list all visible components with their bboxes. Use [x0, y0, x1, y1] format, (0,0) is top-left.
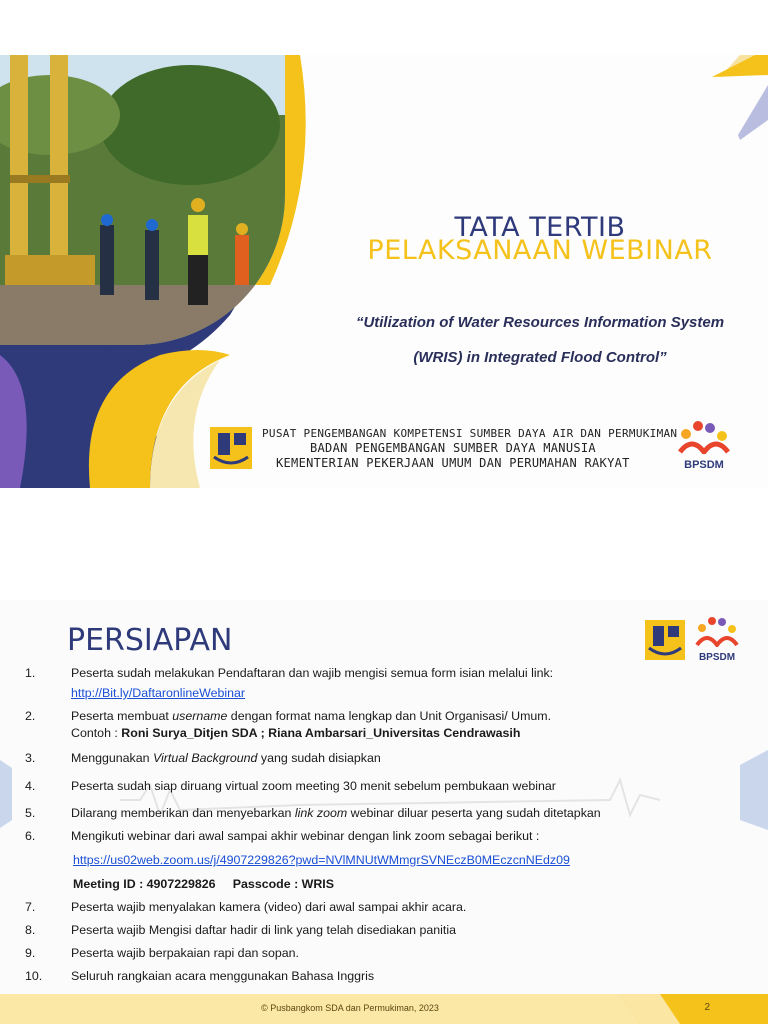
page-title: PERSIAPAN [67, 623, 233, 658]
pu-logo-icon [210, 427, 252, 469]
item-number: 7. [25, 900, 36, 914]
pu-logo-icon [645, 620, 685, 660]
item-number: 1. [25, 666, 36, 680]
item-number: 6. [25, 829, 36, 843]
footer-bar [0, 994, 768, 1024]
item-number: 9. [25, 946, 36, 960]
username-example: Contoh : Roni Surya_Ditjen SDA ; Riana Ambarsari_Universitas Cendrawasih [71, 726, 521, 740]
item-text: Peserta sudah siap diruang virtual zoom meeting 30 menit sebelum pembukaan webinar [71, 779, 556, 793]
item-text: Peserta sudah melakukan Pendaftaran dan wajib mengisi semua form isian melalui link: [71, 666, 554, 680]
item-number: 8. [25, 923, 36, 937]
rules-slide [0, 600, 768, 1024]
item-text: Peserta wajib menyalakan kamera (video) dari awal sampai akhir acara. [71, 900, 467, 914]
copyright-text: © Pusbangkom SDA dan Permukiman, 2023 [261, 1003, 439, 1013]
meeting-info: Meeting ID : 4907229826 Passcode : WRIS [73, 877, 334, 891]
subtitle-line1: “Utilization of Water Resources Information System [355, 314, 725, 331]
item-text: Menggunakan Virtual Background yang sudah disiapkan [71, 751, 381, 765]
lavender-ribbon [738, 85, 768, 140]
right-blue-wedge [740, 750, 768, 830]
bpsdm-logo [676, 420, 732, 472]
org-line3: KEMENTERIAN PEKERJAAN UMUM DAN PERUMAHAN RAKYAT [276, 456, 630, 470]
item-text: Peserta wajib berpakaian rapi dan sopan. [71, 946, 299, 960]
item-number: 10. [25, 969, 43, 983]
page-number: 2 [704, 1002, 710, 1013]
org-line1: PUSAT PENGEMBANGAN KOMPETENSI SUMBER DAYA AIR DAN PERMUKIMAN [262, 427, 678, 440]
title-line2: PELAKSANAAN WEBINAR [367, 235, 713, 266]
webinar-subtitle [300, 305, 768, 375]
title-slide [0, 55, 768, 488]
zoom-link[interactable]: https://us02web.zoom.us/j/4907229826?pwd=NVlMNUtWMmgrSVNEczB0MEczcnNEdz09 [73, 853, 570, 867]
bpsdm-logo-icon [676, 420, 732, 454]
subtitle-line2: (WRIS) in Integrated Flood Control” [413, 349, 667, 366]
bpsdm-logo [693, 615, 741, 663]
bpsdm-logo-icon [693, 615, 741, 647]
item-text: Mengikuti webinar dari awal sampai akhir webinar dengan link zoom sebagai berikut : [71, 829, 540, 843]
item-number: 3. [25, 751, 36, 765]
item-number: 2. [25, 709, 36, 723]
item-text: Peserta membuat username dengan format nama lengkap dan Unit Organisasi/ Umum. [71, 709, 552, 723]
item-text: Peserta wajib Mengisi daftar hadir di link yang telah disediakan panitia [71, 923, 457, 937]
item-text: Seluruh rangkaian acara menggunakan Bahasa Inggris [71, 969, 375, 983]
bpsdm-label: BPSDM [684, 459, 724, 471]
title-line1: TATA TERTIB [454, 212, 626, 243]
item-text: Dilarang memberikan dan menyebarkan link zoom webinar diluar peserta yang sudah ditetapkan [71, 806, 601, 820]
item-number: 5. [25, 806, 36, 820]
registration-link[interactable]: http://Bit.ly/DaftaronlineWebinar [71, 686, 246, 700]
org-line2: BADAN PENGEMBANGAN SUMBER DAYA MANUSIA [310, 441, 596, 455]
left-blue-wedge [0, 760, 12, 828]
item-number: 4. [25, 779, 36, 793]
bpsdm-label: BPSDM [698, 652, 736, 663]
